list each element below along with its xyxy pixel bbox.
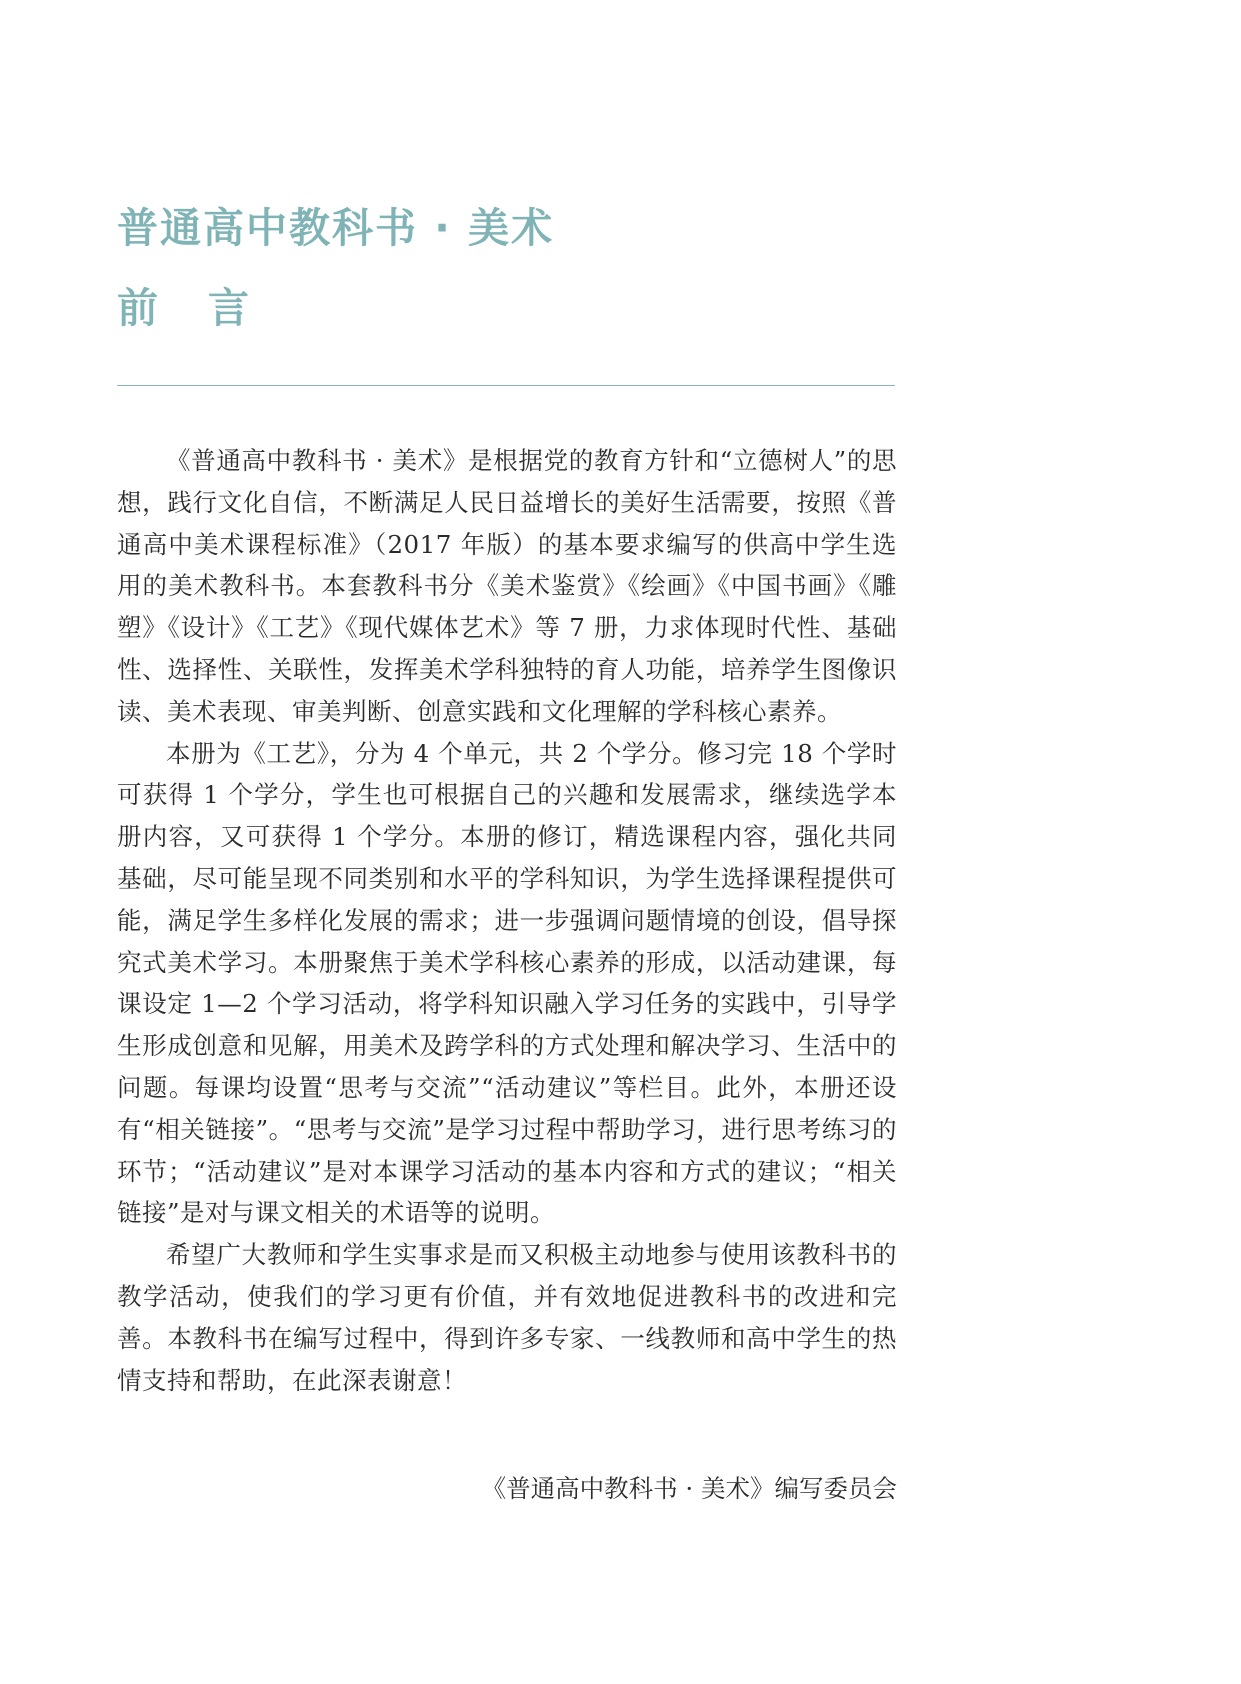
section-title: 前言 xyxy=(117,284,299,332)
page-header xyxy=(117,204,897,332)
book-title: 普通高中教科书 · 美术 xyxy=(117,204,555,252)
preface-body xyxy=(117,440,897,1401)
preface-paragraph-2: 本册为《工艺》，分为 4 个单元，共 2 个学分。修习完 18 个学时可获得 1 个学分，学生也可根据自己的兴趣和发展需求，继续选学本册内容，又可获得 1 个学分。本册的修订，精选课程内容，强化共同基础，尽可能呈现不同类别和水平的学科知识，为学生选择课程提供可能，满足学生多样化发展的需求；进一步强调问题情境的创设，倡导探究式美术学习。本册聚焦于美术学科核心素养的形成，以活动建课，每课设定 1—2 个学习活动，将学科知识融入学习任务的实践中，引导学生形成创意和见解，用美术及跨学科的方式处理和解决学习、生活中的问题。每课均设置“思考与交流”“活动建议”等栏目。此外，本册还设有“相关链接”。“思考与交流”是学习过程中帮助学习，进行思考练习的环节；“活动建议”是对本课学习活动的基本内容和方式的建议；“相关链接”是对与课文相关的术语等的说明。 xyxy=(117,738,897,1228)
preface-paragraph-3: 希望广大教师和学生实事求是而又积极主动地参与使用该教科书的教学活动，使我们的学习更有价值，并有效地促进教科书的改进和完善。本教科书在编写过程中，得到许多专家、一线教师和高中学生的热情支持和帮助，在此深表谢意！ xyxy=(117,1240,897,1395)
signature: 《普通高中教科书 · 美术》编写委员会 xyxy=(481,1474,897,1503)
preface-paragraph-1: 《普通高中教科书 · 美术》是根据党的教育方针和“立德树人”的思想，践行文化自信，不断满足人民日益增长的美好生活需要，按照《普通高中美术课程标准》（2017 年版）的基本要求编写的供高中学生选用的美术教科书。本套教科书分《美术鉴赏》《绘画》《中国书画》《雕塑》《设计》《工艺》《现代媒体艺术》等 7 册，力求体现时代性、基础性、选择性、关联性，发挥美术学科独特的育人功能，培养学生图像识读、美术表现、审美判断、创意实践和文化理解的学科核心素养。 xyxy=(117,446,897,726)
header-divider xyxy=(117,385,895,386)
